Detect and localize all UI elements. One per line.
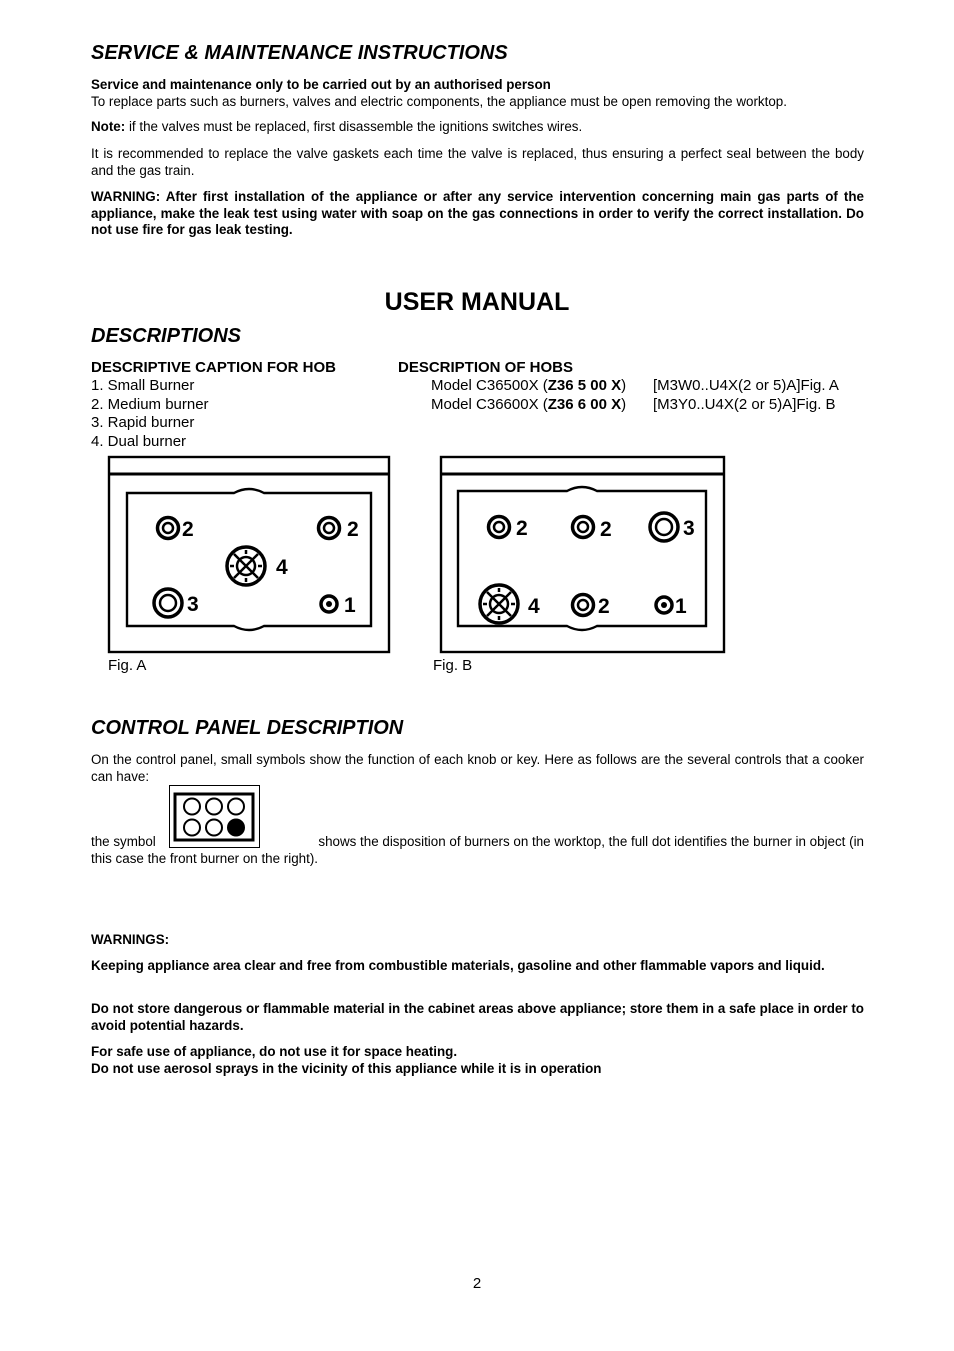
- burner-number-label: 2: [347, 518, 359, 541]
- burner-dot: [228, 799, 244, 815]
- medium-burner-icon: [489, 517, 510, 538]
- service-paragraph: [91, 77, 864, 110]
- model-ref: [M3Y0..U4X(2 or 5)A]Fig. B: [653, 395, 836, 413]
- symbol-prefix: the symbol: [91, 834, 156, 849]
- warning-item: Do not store dangerous or flammable material in the cabinet areas above appliance; store them in a safe place in order to avoid potential hazards.: [91, 1001, 864, 1033]
- hobs-heading: DESCRIPTION OF HOBS: [398, 359, 574, 376]
- model-suffix: ): [621, 395, 627, 413]
- symbol-description-cont: this case the front burner on the right).: [91, 850, 319, 866]
- small-burner-icon: [321, 596, 337, 612]
- burner-number-label: 1: [675, 595, 687, 618]
- rapid-burner-icon: [154, 589, 182, 617]
- burner-dot: [184, 799, 200, 815]
- burner-number-label: 3: [683, 517, 695, 540]
- model-row: [431, 396, 626, 414]
- note-label: Note:: [91, 119, 126, 134]
- burner-caption-list: [91, 359, 336, 451]
- burner-number-label: 4: [528, 595, 540, 618]
- warning-paragraph: WARNING: After first installation of the appliance or after any service intervention concerning main gas parts of the appliance, make the leak test using water with soap on the gas connections in order to verify the correct installation. Do not use fire for gas leak testing.: [91, 189, 864, 237]
- model-suffix: ): [621, 377, 627, 395]
- burner-number-label: 1: [344, 594, 356, 617]
- burner-number-label: 4: [276, 556, 288, 579]
- authorised-line: Service and maintenance only to be carried out by an authorised person: [91, 77, 551, 92]
- note-paragraph: [91, 119, 864, 136]
- replace-parts-text: To replace parts such as burners, valves and electric components, the appliance must be open removing the worktop.: [91, 93, 787, 109]
- dual-burner-icon: [480, 585, 518, 623]
- burner-dot: [206, 820, 222, 836]
- model-ref: [M3W0..U4X(2 or 5)A]Fig. A: [653, 377, 839, 395]
- model-row: [431, 377, 626, 395]
- hob-diagram-fig-a: [105, 455, 395, 660]
- caption-heading: DESCRIPTIVE CAPTION FOR HOB: [91, 359, 337, 376]
- gasket-paragraph: It is recommended to replace the valve gaskets each time the valve is replaced, thus ensuring a perfect seal between the body and the gas train.: [91, 146, 864, 178]
- burner-item: 2. Medium burner: [91, 395, 209, 413]
- control-panel-intro: On the control panel, small symbols show the function of each knob or key. Here as follows are the several controls that a cooker can have:: [91, 752, 864, 784]
- model-code: Z36 5 00 X: [547, 377, 622, 395]
- medium-burner-icon: [158, 518, 179, 539]
- warnings-heading: WARNINGS:: [91, 932, 170, 947]
- model-code: Z36 6 00 X: [547, 395, 622, 413]
- note-text: if the valves must be replaced, first disassemble the ignitions switches wires.: [125, 119, 583, 134]
- medium-burner-icon: [319, 518, 340, 539]
- hob-diagram-fig-b: [437, 455, 729, 660]
- burner-number-label: 2: [598, 595, 610, 618]
- rapid-burner-icon: [650, 513, 678, 541]
- burner-dot: [184, 820, 200, 836]
- control-panel-heading: CONTROL PANEL DESCRIPTION: [91, 717, 404, 739]
- medium-burner-icon: [573, 595, 594, 616]
- burner-number-label: 2: [600, 518, 612, 541]
- service-heading: SERVICE & MAINTENANCE INSTRUCTIONS: [91, 42, 508, 64]
- dual-burner-icon: [227, 547, 265, 585]
- medium-burner-icon: [573, 517, 594, 538]
- burner-item: 1. Small Burner: [91, 377, 195, 395]
- warning-item: [91, 1044, 864, 1077]
- user-manual-title: USER MANUAL: [384, 288, 570, 316]
- small-burner-icon: [656, 597, 672, 613]
- model-prefix: Model C36600X (: [431, 395, 548, 413]
- page-number: 2: [472, 1275, 482, 1292]
- warning-item: Keeping appliance area clear and free from combustible materials, gasoline and other flammable vapors and liquid.: [91, 958, 825, 973]
- burner-number-label: 2: [182, 518, 194, 541]
- descriptions-heading: DESCRIPTIONS: [91, 325, 242, 347]
- hob-outline: [109, 457, 389, 652]
- burner-item: 3. Rapid burner: [91, 414, 195, 432]
- symbol-description: shows the disposition of burners on the worktop, the full dot identifies the burner in object (in: [318, 834, 864, 849]
- burner-dot: [206, 799, 222, 815]
- fig-a-caption: Fig. A: [108, 657, 147, 674]
- model-prefix: Model C36500X (: [431, 377, 548, 395]
- burner-position-symbol-icon: [169, 785, 261, 849]
- warning-line: For safe use of appliance, do not use it for space heating.: [91, 1044, 458, 1059]
- burner-item: 4. Dual burner: [91, 432, 187, 450]
- burner-number-label: 3: [187, 593, 199, 616]
- burner-dot-selected: [227, 819, 245, 837]
- warning-line: Do not use aerosol sprays in the vicinity of this appliance while it is in operation: [91, 1060, 602, 1076]
- burner-number-label: 2: [516, 517, 528, 540]
- fig-b-caption: Fig. B: [433, 657, 473, 674]
